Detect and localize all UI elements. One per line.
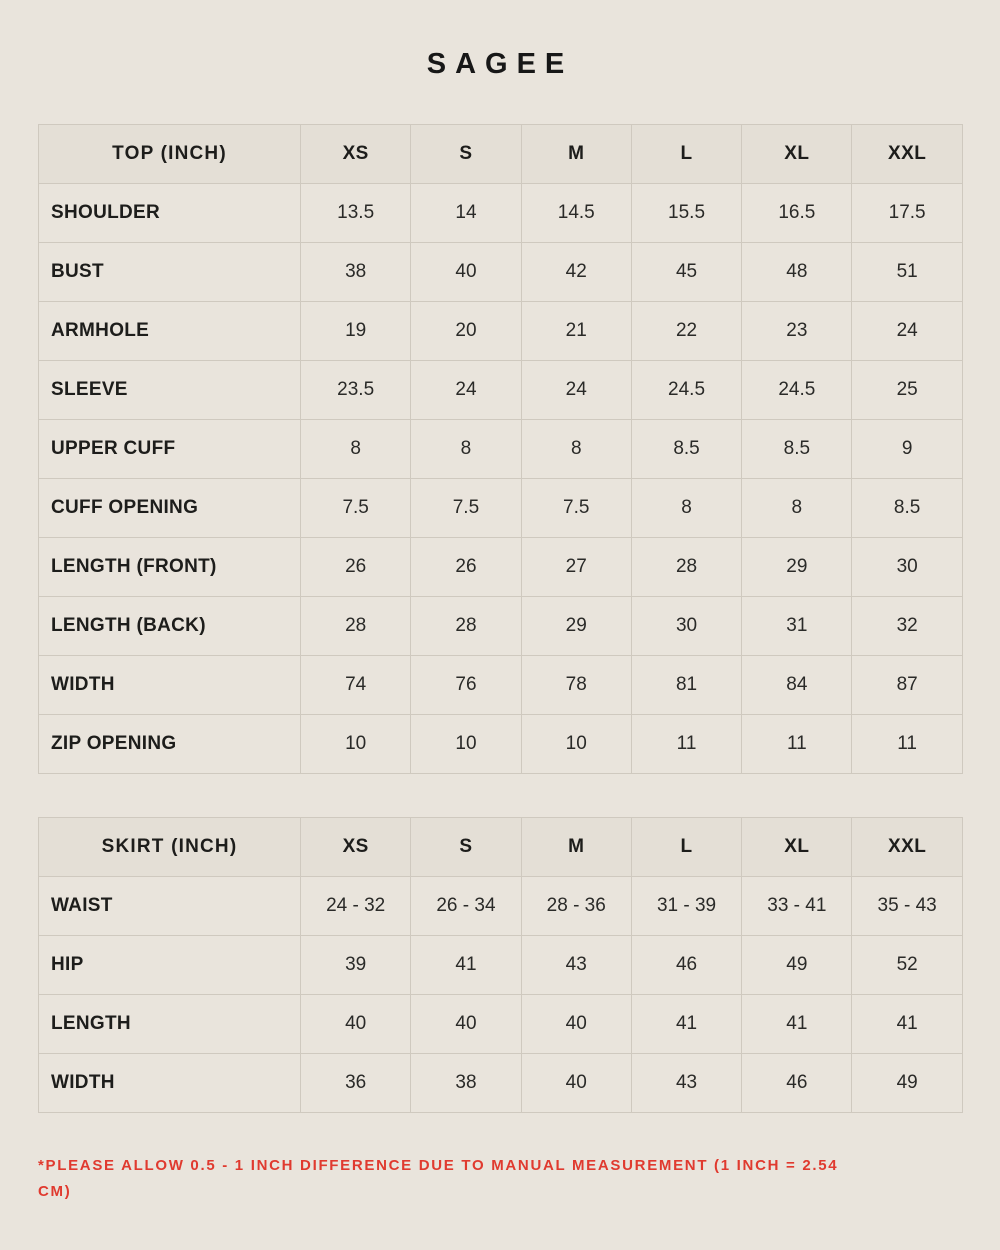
table-cell: 11	[631, 715, 741, 774]
top-size-table-head	[39, 125, 963, 184]
table-cell: 7.5	[301, 479, 411, 538]
table-cell: 51	[852, 243, 962, 302]
table-cell: 9	[852, 420, 962, 479]
row-label: ARMHOLE	[39, 302, 301, 361]
column-header: L	[631, 818, 741, 877]
row-label: WAIST	[39, 877, 301, 936]
table-cell: 24 - 32	[301, 877, 411, 936]
column-header: TOP (INCH)	[39, 125, 301, 184]
table-cell: 8	[742, 479, 852, 538]
table-cell: 41	[852, 995, 962, 1054]
table-cell: 49	[742, 936, 852, 995]
table-cell: 87	[852, 656, 962, 715]
column-header: XXL	[852, 818, 962, 877]
table-cell: 45	[631, 243, 741, 302]
table-cell: 40	[521, 1054, 631, 1113]
table-cell: 14.5	[521, 184, 631, 243]
table-cell: 28 - 36	[521, 877, 631, 936]
table-cell: 28	[411, 597, 521, 656]
row-label: HIP	[39, 936, 301, 995]
table-cell: 28	[301, 597, 411, 656]
row-label: CUFF OPENING	[39, 479, 301, 538]
table-cell: 31 - 39	[631, 877, 741, 936]
table-row	[39, 538, 963, 597]
row-label: ZIP OPENING	[39, 715, 301, 774]
table-cell: 10	[411, 715, 521, 774]
table-cell: 42	[521, 243, 631, 302]
table-cell: 8	[301, 420, 411, 479]
table-cell: 38	[301, 243, 411, 302]
table-cell: 41	[411, 936, 521, 995]
skirt-size-table-container	[38, 817, 962, 1113]
table-cell: 24	[411, 361, 521, 420]
table-cell: 41	[631, 995, 741, 1054]
table-cell: 35 - 43	[852, 877, 962, 936]
table-cell: 40	[301, 995, 411, 1054]
table-cell: 26	[411, 538, 521, 597]
row-label: WIDTH	[39, 1054, 301, 1113]
table-cell: 46	[742, 1054, 852, 1113]
measurement-disclaimer: *PLEASE ALLOW 0.5 - 1 INCH DIFFERENCE DUE TO MANUAL MEASUREMENT (1 INCH = 2.54 CM)	[38, 1157, 839, 1201]
table-cell: 46	[631, 936, 741, 995]
row-label: LENGTH (BACK)	[39, 597, 301, 656]
table-cell: 25	[852, 361, 962, 420]
table-cell: 21	[521, 302, 631, 361]
table-cell: 39	[301, 936, 411, 995]
table-cell: 74	[301, 656, 411, 715]
table-cell: 32	[852, 597, 962, 656]
table-cell: 8.5	[631, 420, 741, 479]
table-cell: 36	[301, 1054, 411, 1113]
table-cell: 48	[742, 243, 852, 302]
column-header: M	[521, 818, 631, 877]
table-cell: 26 - 34	[411, 877, 521, 936]
column-header: XS	[301, 125, 411, 184]
table-cell: 24.5	[742, 361, 852, 420]
table-cell: 40	[411, 995, 521, 1054]
table-cell: 11	[742, 715, 852, 774]
table-cell: 7.5	[521, 479, 631, 538]
table-cell: 38	[411, 1054, 521, 1113]
column-header: M	[521, 125, 631, 184]
table-cell: 23	[742, 302, 852, 361]
table-cell: 41	[742, 995, 852, 1054]
skirt-size-table-body	[39, 877, 963, 1113]
table-cell: 10	[521, 715, 631, 774]
table-cell: 52	[852, 936, 962, 995]
brand-title: SAGEE	[426, 48, 574, 80]
table-row	[39, 936, 963, 995]
table-cell: 23.5	[301, 361, 411, 420]
table-cell: 8	[631, 479, 741, 538]
table-cell: 11	[852, 715, 962, 774]
table-cell: 17.5	[852, 184, 962, 243]
table-row	[39, 597, 963, 656]
table-row	[39, 361, 963, 420]
table-cell: 16.5	[742, 184, 852, 243]
table-row	[39, 420, 963, 479]
table-cell: 40	[521, 995, 631, 1054]
table-cell: 33 - 41	[742, 877, 852, 936]
table-row	[39, 243, 963, 302]
top-size-table	[38, 124, 963, 774]
table-row	[39, 877, 963, 936]
table-cell: 78	[521, 656, 631, 715]
table-row	[39, 656, 963, 715]
table-cell: 26	[301, 538, 411, 597]
table-cell: 8	[521, 420, 631, 479]
table-cell: 84	[742, 656, 852, 715]
row-label: LENGTH	[39, 995, 301, 1054]
table-cell: 8	[411, 420, 521, 479]
row-label: SLEEVE	[39, 361, 301, 420]
table-cell: 24	[521, 361, 631, 420]
table-cell: 19	[301, 302, 411, 361]
table-cell: 76	[411, 656, 521, 715]
column-header: L	[631, 125, 741, 184]
table-cell: 8.5	[852, 479, 962, 538]
table-header-row	[39, 818, 963, 877]
table-cell: 29	[742, 538, 852, 597]
table-cell: 30	[631, 597, 741, 656]
column-header: XS	[301, 818, 411, 877]
table-cell: 15.5	[631, 184, 741, 243]
table-row	[39, 184, 963, 243]
column-header: XL	[742, 125, 852, 184]
table-row	[39, 302, 963, 361]
top-size-table-container	[38, 124, 962, 774]
table-cell: 81	[631, 656, 741, 715]
row-label: LENGTH (FRONT)	[39, 538, 301, 597]
table-cell: 14	[411, 184, 521, 243]
table-cell: 24.5	[631, 361, 741, 420]
table-cell: 30	[852, 538, 962, 597]
row-label: SHOULDER	[39, 184, 301, 243]
top-size-table-body	[39, 184, 963, 774]
table-cell: 27	[521, 538, 631, 597]
column-header: SKIRT (INCH)	[39, 818, 301, 877]
table-cell: 8.5	[742, 420, 852, 479]
table-cell: 43	[631, 1054, 741, 1113]
table-cell: 20	[411, 302, 521, 361]
table-header-row	[39, 125, 963, 184]
column-header: XXL	[852, 125, 962, 184]
table-cell: 31	[742, 597, 852, 656]
table-cell: 28	[631, 538, 741, 597]
table-cell: 40	[411, 243, 521, 302]
row-label: UPPER CUFF	[39, 420, 301, 479]
table-cell: 24	[852, 302, 962, 361]
table-cell: 43	[521, 936, 631, 995]
row-label: WIDTH	[39, 656, 301, 715]
column-header: S	[411, 125, 521, 184]
table-cell: 22	[631, 302, 741, 361]
row-label: BUST	[39, 243, 301, 302]
column-header: XL	[742, 818, 852, 877]
table-cell: 10	[301, 715, 411, 774]
skirt-size-table	[38, 817, 963, 1113]
table-cell: 7.5	[411, 479, 521, 538]
table-row	[39, 479, 963, 538]
table-cell: 13.5	[301, 184, 411, 243]
skirt-size-table-head	[39, 818, 963, 877]
table-cell: 49	[852, 1054, 962, 1113]
column-header: S	[411, 818, 521, 877]
table-row	[39, 1054, 963, 1113]
table-row	[39, 715, 963, 774]
table-cell: 29	[521, 597, 631, 656]
table-row	[39, 995, 963, 1054]
